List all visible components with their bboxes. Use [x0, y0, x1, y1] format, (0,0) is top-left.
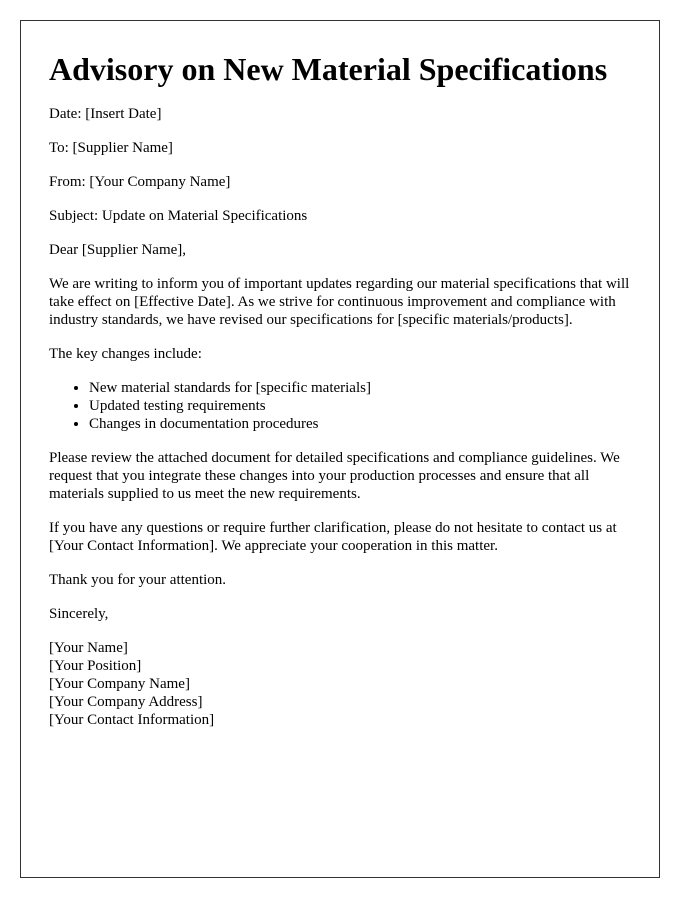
- signature-address: [Your Company Address]: [49, 694, 203, 710]
- signature-contact: [Your Contact Information]: [49, 712, 215, 728]
- contact-paragraph: If you have any questions or require further clarification, please do not hesitate to contact us at [Your Contact Information]. We appreciate your cooperation in this matter.: [49, 520, 617, 554]
- from-line: From: [Your Company Name]: [49, 174, 231, 190]
- salutation: Dear [Supplier Name],: [49, 242, 187, 258]
- intro-paragraph: We are writing to inform you of important updates regarding our material specifications that will take effect on [Effective Date]. As we strive for continuous improvement and compliance with industry standards, we have revised our specifications for [specific materials/products].: [49, 276, 630, 328]
- review-paragraph: Please review the attached document for detailed specifications and compliance guidelines. We request that you integrate these changes into your production processes and ensure that all materials supplied to us meet the new requirements.: [49, 450, 620, 502]
- signature-block: [49, 639, 631, 729]
- changes-list: [49, 379, 631, 433]
- thanks-line: Thank you for your attention.: [49, 572, 227, 588]
- date-line: Date: [Insert Date]: [49, 106, 162, 122]
- changes-intro: The key changes include:: [49, 346, 202, 362]
- signature-position: [Your Position]: [49, 658, 142, 674]
- subject-line: Subject: Update on Material Specifications: [49, 208, 308, 224]
- letter-title: Advisory on New Material Specifications: [49, 51, 608, 87]
- list-item: • New material standards for [specific materials]: [89, 379, 631, 397]
- closing-line: Sincerely,: [49, 606, 109, 622]
- signature-name: [Your Name]: [49, 640, 128, 656]
- list-item: • Changes in documentation procedures: [89, 415, 631, 433]
- letter-page: [20, 20, 660, 878]
- to-line: To: [Supplier Name]: [49, 140, 173, 156]
- signature-company: [Your Company Name]: [49, 676, 190, 692]
- list-item: • Updated testing requirements: [89, 397, 631, 415]
